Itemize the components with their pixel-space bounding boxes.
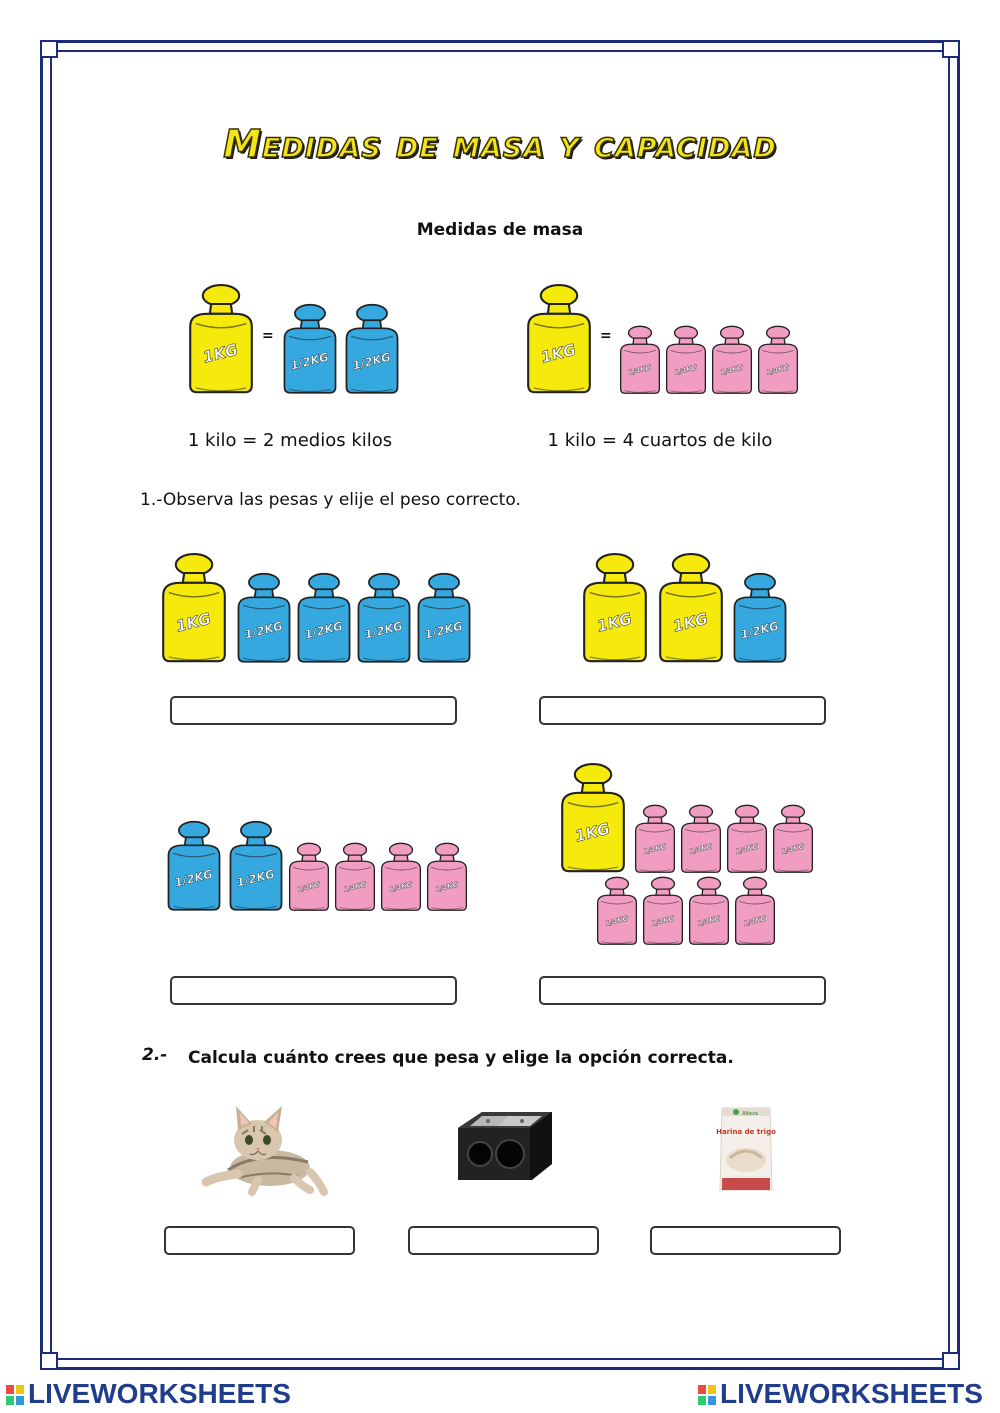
- half-kilo-weight-icon: [281, 303, 339, 395]
- quarter-kilo-weight-icon: [618, 325, 662, 395]
- weight-label: 1/4KG: [627, 362, 653, 377]
- weight-label: 1/2KG: [173, 866, 215, 890]
- weight-label: 1KG: [539, 340, 578, 367]
- quarter-kilo-weight-icon: [633, 804, 677, 874]
- weight-label: 1KG: [573, 819, 612, 846]
- weight-label: 1/4KG: [742, 913, 768, 928]
- border-corner: [40, 40, 58, 58]
- footer-brand-text: LIVEWORKSHEETS: [720, 1378, 983, 1409]
- weight-label: 1KG: [595, 609, 634, 636]
- border-corner: [942, 40, 960, 58]
- footer-brand-right[interactable]: [698, 1378, 983, 1410]
- answer-input-1[interactable]: [170, 696, 457, 725]
- half-kilo-weight-icon: [165, 820, 223, 912]
- flour-bag-label: Harina de trigo: [716, 1128, 776, 1136]
- kilo-weight-icon: [580, 552, 650, 664]
- kilo-weight-icon: [159, 552, 229, 664]
- quarter-kilo-weight-icon: [687, 876, 731, 946]
- weight-label: 1/2KG: [351, 349, 393, 373]
- half-kilo-weight-icon: [235, 572, 293, 664]
- quarter-kilo-weight-icon: [287, 842, 331, 912]
- weight-label: 1/2KG: [423, 618, 465, 642]
- weight-label: 1/2KG: [739, 618, 781, 642]
- answer-input-2[interactable]: [539, 696, 826, 725]
- quarter-kilo-weight-icon: [595, 876, 639, 946]
- half-kilo-weight-icon: [355, 572, 413, 664]
- exercise2-number: 2.-: [142, 1045, 168, 1065]
- weight-label: 1/4KG: [780, 841, 806, 856]
- border-corner: [40, 1352, 58, 1370]
- quarter-kilo-weight-icon: [379, 842, 423, 912]
- liveworksheets-logo-icon: [698, 1385, 716, 1405]
- weight-label: 1/4KG: [296, 879, 322, 894]
- weight-label: 1/2KG: [289, 349, 331, 373]
- exercise2-instruction: Calcula cuánto crees que pesa y elige la opción correcta.: [188, 1048, 734, 1068]
- pencil-sharpener-icon: [452, 1104, 556, 1184]
- weight-label: 1/2KG: [303, 618, 345, 642]
- weight-label: 1/4KG: [696, 913, 722, 928]
- flour-bag-icon: [716, 1104, 776, 1194]
- answer-input-flour[interactable]: [650, 1226, 841, 1255]
- page-title: Medidas de masa y capacidad: [223, 122, 777, 166]
- footer-brand-left[interactable]: [6, 1378, 291, 1410]
- weight-label: 1/4KG: [688, 841, 714, 856]
- weight-label: 1KG: [201, 340, 240, 367]
- weight-label: 1KG: [671, 609, 710, 636]
- weight-label: 1/4KG: [434, 879, 460, 894]
- weight-label: 1/4KG: [719, 362, 745, 377]
- quarter-kilo-weight-icon: [425, 842, 469, 912]
- weight-label: 1/2KG: [363, 618, 405, 642]
- quarter-kilo-weight-icon: [733, 876, 777, 946]
- quarter-kilo-weight-icon: [641, 876, 685, 946]
- answer-input-3[interactable]: [170, 976, 457, 1005]
- quarter-kilo-weight-icon: [725, 804, 769, 874]
- flour-bag-brand: Alteza: [742, 1111, 758, 1117]
- equals-sign: =: [600, 328, 612, 344]
- answer-input-kitten[interactable]: [164, 1226, 355, 1255]
- weight-label: 1/4KG: [642, 841, 668, 856]
- equals-sign: =: [262, 328, 274, 344]
- weight-label: 1/4KG: [604, 913, 630, 928]
- quarter-kilo-weight-icon: [756, 325, 800, 395]
- equivalence-halves: 1 kilo = 2 medios kilos: [187, 430, 393, 451]
- quarter-kilo-weight-icon: [710, 325, 754, 395]
- weight-label: 1/2KG: [243, 618, 285, 642]
- half-kilo-weight-icon: [731, 572, 789, 664]
- liveworksheets-logo-icon: [6, 1385, 24, 1405]
- kilo-weight-icon: [656, 552, 726, 664]
- kitten-icon: [198, 1100, 328, 1196]
- kilo-weight-icon: [524, 283, 594, 395]
- quarter-kilo-weight-icon: [333, 842, 377, 912]
- weight-label: 1KG: [174, 609, 213, 636]
- exercise1-instruction: 1.-Observa las pesas y elije el peso correcto.: [140, 490, 521, 510]
- weight-label: 1/4KG: [765, 362, 791, 377]
- border-corner: [942, 1352, 960, 1370]
- kilo-weight-icon: [558, 762, 628, 874]
- quarter-kilo-weight-icon: [664, 325, 708, 395]
- weight-label: 1/4KG: [388, 879, 414, 894]
- weight-label: 1/2KG: [235, 866, 277, 890]
- answer-input-4[interactable]: [539, 976, 826, 1005]
- kilo-weight-icon: [186, 283, 256, 395]
- footer-brand-text: LIVEWORKSHEETS: [28, 1378, 291, 1409]
- equivalence-quarters: 1 kilo = 4 cuartos de kilo: [547, 430, 773, 451]
- half-kilo-weight-icon: [227, 820, 285, 912]
- section-subtitle: Medidas de masa: [416, 220, 584, 240]
- answer-input-sharpener[interactable]: [408, 1226, 599, 1255]
- weight-label: 1/4KG: [734, 841, 760, 856]
- quarter-kilo-weight-icon: [771, 804, 815, 874]
- quarter-kilo-weight-icon: [679, 804, 723, 874]
- weight-label: 1/4KG: [650, 913, 676, 928]
- half-kilo-weight-icon: [295, 572, 353, 664]
- half-kilo-weight-icon: [343, 303, 401, 395]
- weight-label: 1/4KG: [342, 879, 368, 894]
- weight-label: 1/4KG: [673, 362, 699, 377]
- half-kilo-weight-icon: [415, 572, 473, 664]
